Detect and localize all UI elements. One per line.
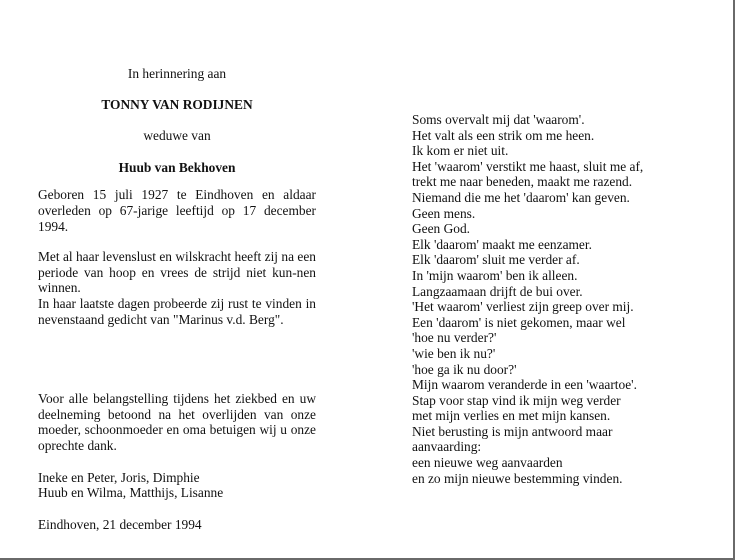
life-paragraph: Met al haar levenslust en wilskracht heeft zij na een periode van hoop en vrees de strijd niet kun-nen winnen. xyxy=(38,249,316,296)
poem-line: Soms overvalt mij dat 'waarom'. xyxy=(412,112,585,127)
poem-line: Langzaamaan drijft de bui over. xyxy=(412,283,583,299)
poem-line: 'hoe ga ik nu door?' xyxy=(412,361,517,377)
deceased-name: TONNY VAN RODIJNEN xyxy=(101,96,253,112)
poem-line: Elk 'daarom' sluit me verder af. xyxy=(412,252,580,268)
poem-line: Een 'daarom' is niet gekomen, maar wel xyxy=(412,314,626,330)
poem-line: In 'mijn waarom' ben ik alleen. xyxy=(412,267,578,283)
poem-line: Mijn waarom veranderde in een 'waartoe'. xyxy=(412,377,637,393)
poem-line: een nieuwe weg aanvaarden xyxy=(412,455,563,471)
poem-line: Ik kom er niet uit. xyxy=(412,143,509,159)
poem-line: Geen mens. xyxy=(412,205,476,221)
poem-line: Niet berusting is mijn antwoord maar xyxy=(412,423,613,439)
family-line-1: Ineke en Peter, Joris, Dimphie xyxy=(38,469,200,485)
family-line-2: Huub en Wilma, Matthijs, Lisanne xyxy=(38,485,224,501)
poem-line: Niemand die me het 'daarom' kan geven. xyxy=(412,189,630,205)
poem-line: 'wie ben ik nu?' xyxy=(412,345,496,361)
poem-line: en zo mijn nieuwe bestemming vinden. xyxy=(412,470,623,486)
poem-line: met mijn verlies en met mijn kansen. xyxy=(412,408,611,424)
poem-line: 'Het waarom' verliest zijn greep over mij. xyxy=(412,299,634,315)
left-column xyxy=(38,66,316,532)
poem-line: Het valt als een strik om me heen. xyxy=(412,127,595,143)
poem-line: Het 'waarom' verstikt me haast, sluit me af, xyxy=(412,158,644,174)
intro-text: In herinnering aan xyxy=(127,66,227,81)
poem xyxy=(412,112,643,486)
poem-line: Elk 'daarom' maakt me eenzamer. xyxy=(412,236,592,252)
poem-line: 'hoe nu verder?' xyxy=(412,330,497,346)
birth-death-text: Geboren 15 juli 1927 te Eindhoven en aldaar overleden op 67-jarige leeftijd op 17 december 1994. xyxy=(38,187,316,234)
spouse-name: Huub van Bekhoven xyxy=(118,159,236,175)
poem-line: trekt me naar beneden, maakt me razend. xyxy=(412,174,633,190)
poem-line: Geen God. xyxy=(412,221,471,237)
poem-line: aanvaarding: xyxy=(412,439,482,455)
place-date: Eindhoven, 21 december 1994 xyxy=(38,516,202,532)
poem-line: Stap voor stap vind ik mijn weg verder xyxy=(412,392,621,408)
poem-reference-paragraph: In haar laatste dagen probeerde zij rust te vinden in nevenstaand gedicht van "Marinus v.d. Berg". xyxy=(38,295,316,327)
thanks-paragraph: Voor alle belangstelling tijdens het ziekbed en uw deelneming betoond na het overlijden van onze moeder, schoonmoeder en oma betuigen wij u onze oprechte dank. xyxy=(38,391,316,453)
relation-text: weduwe van xyxy=(143,128,211,144)
